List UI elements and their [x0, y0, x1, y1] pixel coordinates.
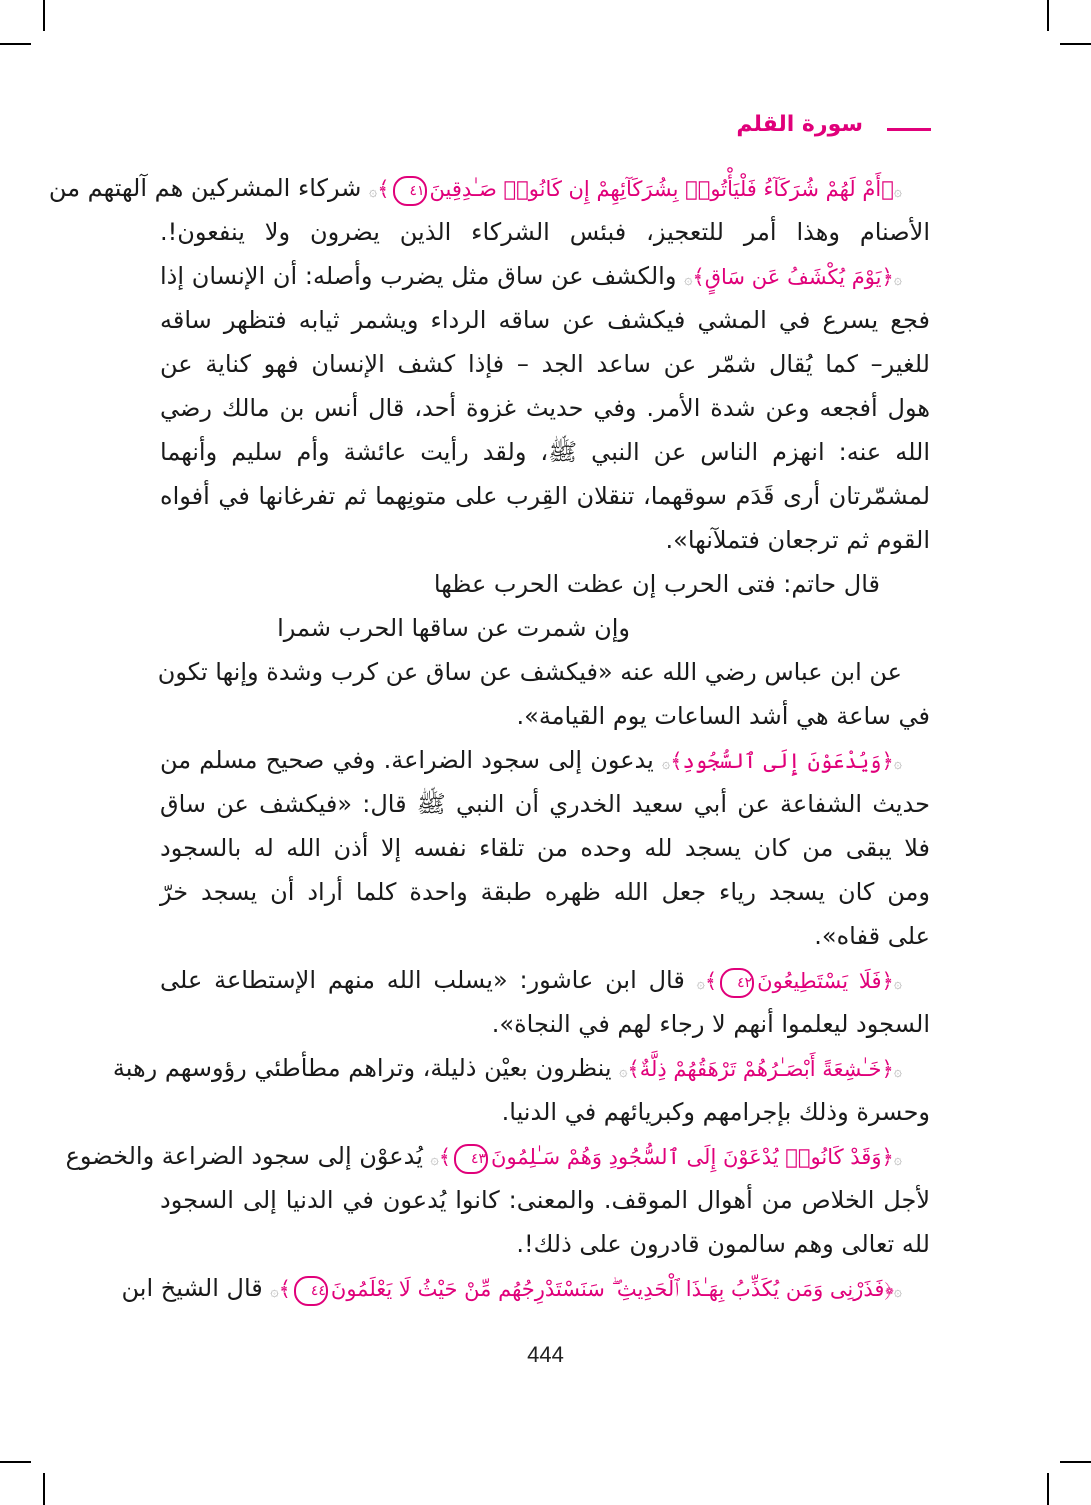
commentary-text: الأصنام وهذا أمر للتعجيز، فبئس الشركاء الذين يضرون ولا ينفعون!. [160, 218, 930, 246]
commentary-text: فجع يسرع في المشي فيكشف عن ساقه الرداء ويشمر ثيابه فتظهر ساقه [160, 306, 930, 334]
text-line [160, 826, 930, 870]
text-line [160, 386, 930, 430]
crop-mark-tr-v [1047, 0, 1049, 31]
quran-verse [627, 1057, 893, 1081]
commentary-text: لمشمّرتان أرى قَدَم سوقهما، تنقلان القِرب على متونِهما ثم تفرغانها في أفواه [160, 482, 930, 510]
text-line [160, 606, 930, 650]
verse-ornament-icon: ۞ [893, 272, 902, 288]
commentary-text: يدعون إلى سجود الضراعة. وفي صحيح مسلم من [160, 746, 654, 774]
text-line [160, 518, 930, 562]
verse-line [121, 1266, 930, 1310]
ayah-number-badge: ٤١ [393, 176, 427, 206]
quran-verse [439, 1145, 894, 1169]
verse-line [65, 1134, 930, 1178]
verse-line [160, 958, 930, 1002]
commentary-text: هول أفجعه وعن شدة الأمر. وفي حديث غزوة أحد، قال أنس بن مالك رضي [160, 394, 930, 422]
text-line [157, 650, 930, 694]
verse-ornament-icon: ۞ [893, 976, 902, 992]
verse-ornament-icon: ۞ [368, 184, 378, 200]
verse-bracket-open: ﴿ [881, 1057, 894, 1081]
verse-line [48, 166, 930, 210]
verse-bracket-open: ﴿ [881, 177, 894, 201]
verse-bracket-open: ﴿ [881, 969, 894, 993]
verse-bracket-close: ﴾ [670, 749, 683, 773]
verse-ornament-icon: ۞ [893, 1064, 902, 1080]
commentary-text: لله تعالى وهم سالمون قادرون على ذلك!. [516, 1230, 930, 1258]
text-line [160, 474, 930, 518]
commentary-text: وحسرة وذلك بإجرامهم وكبريائهم في الدنيا. [501, 1098, 930, 1126]
commentary-text: الله عنه: انهزم الناس عن النبي ﷺ، ولقد رأيت عائشة وأم سليم وأنهما [160, 438, 930, 466]
verse-bracket-close: ﴾ [278, 1277, 291, 1301]
verse-text: فَلَا يَسْتَطِيعُونَ [757, 969, 882, 993]
verse-ornament-icon: ۞ [893, 184, 902, 200]
commentary-text: والكشف عن ساق مثل يضرب وأصله: أن الإنسان إذا [160, 262, 677, 290]
commentary-text: على قفاه». [814, 922, 930, 950]
commentary-text: شركاء المشركين هم آلهتهم من [48, 174, 362, 202]
commentary-text: ومن كان يسجد رياء جعل الله ظهره طبقة واحدة كلما أراد أن يسجد خرّ [160, 878, 930, 906]
text-line [160, 1222, 930, 1266]
verse-line [160, 254, 930, 298]
commentary-text: للغير– كما يُقال شمّر عن ساعد الجد – فإذا كشف الإنسان فهو كناية عن [160, 350, 930, 378]
text-line [160, 914, 930, 958]
quran-verse [692, 265, 893, 289]
crop-mark-br-v [1047, 1473, 1049, 1505]
verse-ornament-icon: ۞ [619, 1064, 628, 1080]
commentary-text: لأجل الخلاص من أهوال الموقف. والمعنى: كانوا يُدعون في الدنيا إلى السجود [160, 1186, 930, 1214]
commentary-text: حديث الشفاعة عن أبي سعيد الخدري أن النبي ﷺ قال: «فيكشف عن ساق [160, 790, 930, 818]
text-line [160, 1090, 930, 1134]
verse-bracket-close: ﴾ [692, 265, 705, 289]
verse-bracket-close: ﴾ [438, 1145, 452, 1169]
verse-ornament-icon: ۞ [662, 756, 671, 772]
verse-text: خَـٰشِعَةً أَبْصَـٰرُهُمْ تَرْهَقُهُمْ ذِلَّةٌ [639, 1057, 882, 1081]
verse-ornament-icon: ۞ [270, 1284, 279, 1300]
quran-verse [377, 177, 894, 201]
ayah-number-badge: ٤٤ [294, 1276, 328, 1306]
commentary-text: قال حاتم: فتى الحرب إن عظت الحرب عظها [433, 570, 880, 598]
verse-bracket-close: ﴾ [377, 177, 390, 201]
surah-title: سورة القلم [736, 112, 863, 137]
crop-mark-tr-h [1060, 43, 1091, 45]
verse-ornament-icon: ۞ [430, 1152, 439, 1168]
ayah-number-badge: ٤٢ [720, 968, 754, 998]
crop-mark-tl-v [43, 0, 45, 31]
text-line [160, 430, 930, 474]
commentary-text: ينظرون بعيْن ذليلة، وتراهم مطأطئي رؤوسهم رهبة [112, 1054, 612, 1082]
verse-ornament-icon: ۞ [696, 976, 705, 992]
commentary-text: القوم ثم ترجعان فتملآنها». [665, 526, 930, 554]
commentary-text: قال ابن عاشور: «يسلب الله منهم الإستطاعة على [160, 966, 685, 994]
text-line [160, 210, 930, 254]
commentary-text: وإن شمرت عن ساقها الحرب شمرا [277, 614, 630, 642]
running-header [736, 112, 931, 137]
verse-line [160, 738, 930, 782]
text-line [160, 562, 930, 606]
commentary-text: فلا يبقى من كان يسجد لله وحده من تلقاء نفسه إلا أذن الله له بالسجود [160, 834, 930, 862]
crop-mark-br-h [1060, 1461, 1091, 1463]
verse-line [112, 1046, 930, 1090]
page-body [48, 166, 930, 1310]
verse-bracket-close: ﴾ [627, 1057, 640, 1081]
text-line [160, 782, 930, 826]
commentary-text: في ساعة هي أشد الساعات يوم القيامة». [516, 702, 930, 730]
commentary-text: عن ابن عباس رضي الله عنه «فيكشف عن ساق عن كرب وشدة وإنها تكون [157, 658, 902, 686]
ayah-number-badge: ٤٣ [454, 1144, 488, 1174]
verse-bracket-open: ﴿ [881, 1145, 894, 1169]
verse-text: أَمْ لَهُمْ شُرَكَآءُ فَلْيَأْتُوا۟ بِشُرَكَآئِهِمْ إِن كَانُوا۟ صَـٰدِقِينَ [429, 177, 882, 201]
page-number: 444 [527, 1342, 564, 1367]
text-line [160, 298, 930, 342]
commentary-text: قال الشيخ ابن [121, 1274, 263, 1302]
header-rule [887, 128, 931, 131]
text-line [160, 342, 930, 386]
crop-mark-bl-h [0, 1461, 31, 1463]
quran-verse [279, 1277, 894, 1301]
verse-bracket-open: ﴿ [884, 1277, 894, 1301]
verse-bracket-open: ﴿ [881, 749, 894, 773]
commentary-text: يُدعوْن إلى سجود الضراعة والخضوع [65, 1142, 423, 1170]
verse-text: وَيُدْعَوْنَ إِلَى ٱلسُّجُودِ [682, 749, 882, 773]
verse-bracket-open: ﴿ [881, 265, 894, 289]
verse-ornament-icon: ۞ [893, 756, 902, 772]
verse-ornament-icon: ۞ [684, 272, 693, 288]
verse-ornament-icon: ۞ [893, 1152, 902, 1168]
text-line [160, 1178, 930, 1222]
verse-text: وَقَدْ كَانُوا۟ يُدْعَوْنَ إِلَى ٱلسُّجُودِ وَهُمْ سَـٰلِمُونَ [491, 1145, 882, 1169]
verse-ornament-icon: ۞ [893, 1284, 902, 1300]
verse-text: يَوْمَ يُكْشَفُ عَن سَاقٍ [704, 265, 882, 289]
text-line [160, 1002, 930, 1046]
quran-verse [705, 969, 894, 993]
text-line [160, 694, 930, 738]
quran-verse [670, 749, 894, 773]
text-line [160, 870, 930, 914]
verse-bracket-close: ﴾ [704, 969, 718, 993]
crop-mark-bl-v [43, 1473, 45, 1505]
commentary-text: السجود ليعلموا أنهم لا رجاء لهم في النجاة». [491, 1010, 930, 1038]
verse-text: فَذَرْنِى وَمَن يُكَذِّبُ بِهَـٰذَا ٱلْحَدِيثِ ۖ سَنَسْتَدْرِجُهُم مِّنْ حَيْثُ لَا يَعْلَمُونَ [330, 1277, 885, 1301]
crop-mark-tl-h [0, 43, 31, 45]
